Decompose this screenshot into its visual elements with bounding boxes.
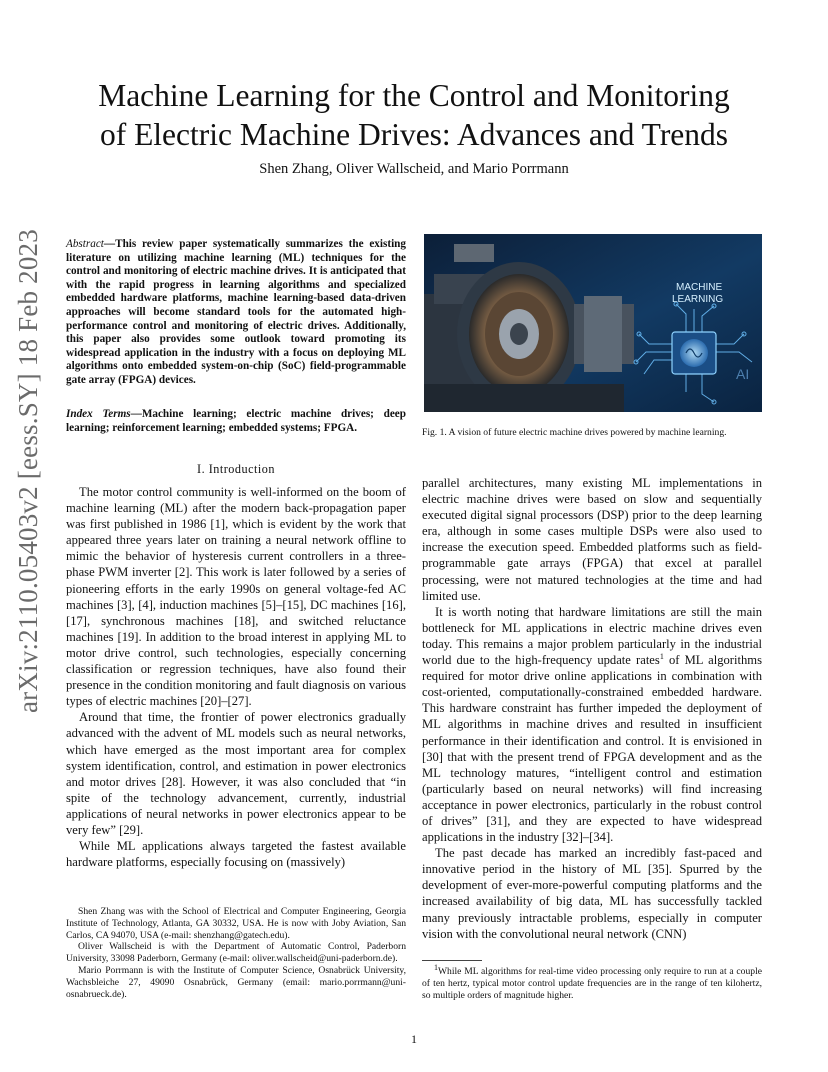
image-label-learning: LEARNING [672, 294, 724, 305]
body-column-2 [422, 475, 762, 942]
paragraph: The motor control community is well-informed on the boom of machine learning (ML) after the modern back-propagation paper was first published in 1986 [1], which is evident by the work that appeared three years later on training a neural network offline to mimic the behavior of hysteresis current controllers in a three-phase PWM inverter [2]. This work is later followed by a series of pioneering efforts in the early 1990s on general voltage-fed AC machines [3], [4], induction machines [5]–[15], DC machines [16], [17], synchronous machines [18], and switched reluctance machines [19]. In addition to the broad interest in applying ML to motor drive control, such technologies, especially concerning classification or regression techniques, have also found their presence in the condition monitoring and fault diagnosis on various types of electric machines [20]–[27]. [66, 485, 406, 709]
machine-learning-illustration [424, 234, 762, 412]
author-list: Shen Zhang, Oliver Wallscheid, and Mario Porrmann [259, 161, 569, 177]
footnote-rule [422, 960, 482, 961]
page-number: 1 [411, 1032, 417, 1046]
index-terms-text: —Machine learning; electric machine drives; deep learning; reinforcement learning; embedded systems; FPGA. [66, 408, 406, 434]
footnote-col2 [422, 962, 762, 1001]
abstract-label: Abstract [66, 238, 104, 250]
footnote: Oliver Wallscheid is with the Department of Automatic Control, Paderborn University, 33098 Paderborn, Germany (e-mail: oliver.wallscheid@uni-paderborn.de). [66, 941, 406, 965]
footnote: Shen Zhang was with the School of Electrical and Computer Engineering, Georgia Institute of Technology, Atlanta, GA 30332, USA. He is now with Joby Aviation, San Carlos, CA 94070, USA (e-mail: shenzhang@gatech.edu). [66, 906, 406, 941]
index-terms-label: Index Terms [66, 408, 131, 420]
paragraph [422, 604, 762, 845]
footnote-marker: 1 [659, 651, 664, 661]
index-terms [66, 408, 406, 435]
author-footnotes [66, 906, 406, 1000]
footnote [422, 962, 762, 1001]
footnote: Mario Porrmann is with the Institute of Computer Science, Osnabrück University, Wachsbleiche 27, 49090 Osnabrück, Germany (email: mario.porrmann@uni-osnabrueck.de). [66, 964, 406, 1000]
section-heading: I. Introduction [197, 462, 275, 476]
footnote-text: While ML algorithms for real-time video processing only require to run at a couple of ten hertz, typical motor control update frequencies are in the range of ten kilohertz, so multiple orders of magnitude higher. [422, 966, 762, 1001]
body-column-1 [66, 484, 406, 870]
footnote-mark: 1 [434, 962, 438, 972]
paragraph-text: It is worth noting that hardware limitations are still the main bottleneck for ML applications in electric machine drives even today. This remains a major problem particularly in the industrial world due to the high-frequency update rates [422, 604, 762, 668]
figure-1-image [424, 234, 762, 412]
image-label-machine: MACHINE [676, 282, 723, 293]
figure-1-caption: Fig. 1. A vision of future electric machine drives powered by machine learning. [422, 427, 727, 438]
paper-title [60, 76, 768, 154]
title-line-1: Machine Learning for the Control and Monitoring [98, 78, 730, 113]
arxiv-identifier: arXiv:2110.05403v2 [eess.SY] 18 Feb 2023 [13, 229, 43, 713]
paragraph-text: of ML algorithms required for motor drive online applications in combination with cost-oriented, computationally-constrained embedded hardware. This hardware constraint has further impeded the deployment of ML algorithms in machine drives and resulted in insufficient performance in their identification and control. It is envisioned in [30] that with the present trend of FPGA development and as the ML technology matures, “intelligent control and estimation (particularly based on neural networks) will find increasing acceptance in power electronics, particularly in the robust control of drives” [31], and they are expected to have widespread applications in the industry [32]–[34]. [422, 653, 762, 845]
paragraph: Around that time, the frontier of power electronics gradually advanced with the advent of ML models such as neural networks, which have emerged as the most important area for complex system identification, control, and estimation in power electronics and motor drives [28]. However, it was also concluded that “in spite of the technology advancement, currently, industrial applications of neural networks in power electronics appear to be very few” [29]. [66, 710, 406, 837]
chip-icon [672, 332, 716, 374]
paragraph: The past decade has marked an incredibly fast-paced and innovative period in the history of ML [35]. Spurred by the development of ever-more-powerful computing platforms and the increased availability of big data, ML has successfully tackled many previously intractable problems, especially in computer vision with the convolutional neural network (CNN) [422, 846, 762, 941]
abstract-text: —This review paper systematically summarizes the existing literature on utilizing machine learning (ML) techniques for the control and monitoring of electric machine drives. It is anticipated that with the rapid progress in learning algorithms and specialized embedded hardware platforms, machine learning-based data-driven approaches will become standard tools for the automated high-performance control and monitoring of electric drives. Additionally, this paper also provides some outlook toward promoting its widespread application in the industry with a focus on deploying ML algorithms onto embedded system-on-chip (SoC) field-programmable gate array (FPGA) devices. [66, 238, 406, 386]
title-line-2: of Electric Machine Drives: Advances and Trends [99, 117, 729, 152]
paragraph: While ML applications always targeted the fastest available hardware platforms, especially focusing on (massively) [66, 839, 406, 870]
paragraph: parallel architectures, many existing ML implementations in electric machine drives were based on slow and sequentially executed digital signal processors (DSP) prior to the deep learning era, although in some cases multiple DSPs were also used to increase the execution speed. Embedded platforms such as field-programmable gate arrays (FPGA) that excel at parallel processing, were not matured technologies at the time and had limited use. [422, 476, 762, 603]
abstract [66, 238, 406, 388]
image-label-ai: AI [736, 366, 750, 382]
